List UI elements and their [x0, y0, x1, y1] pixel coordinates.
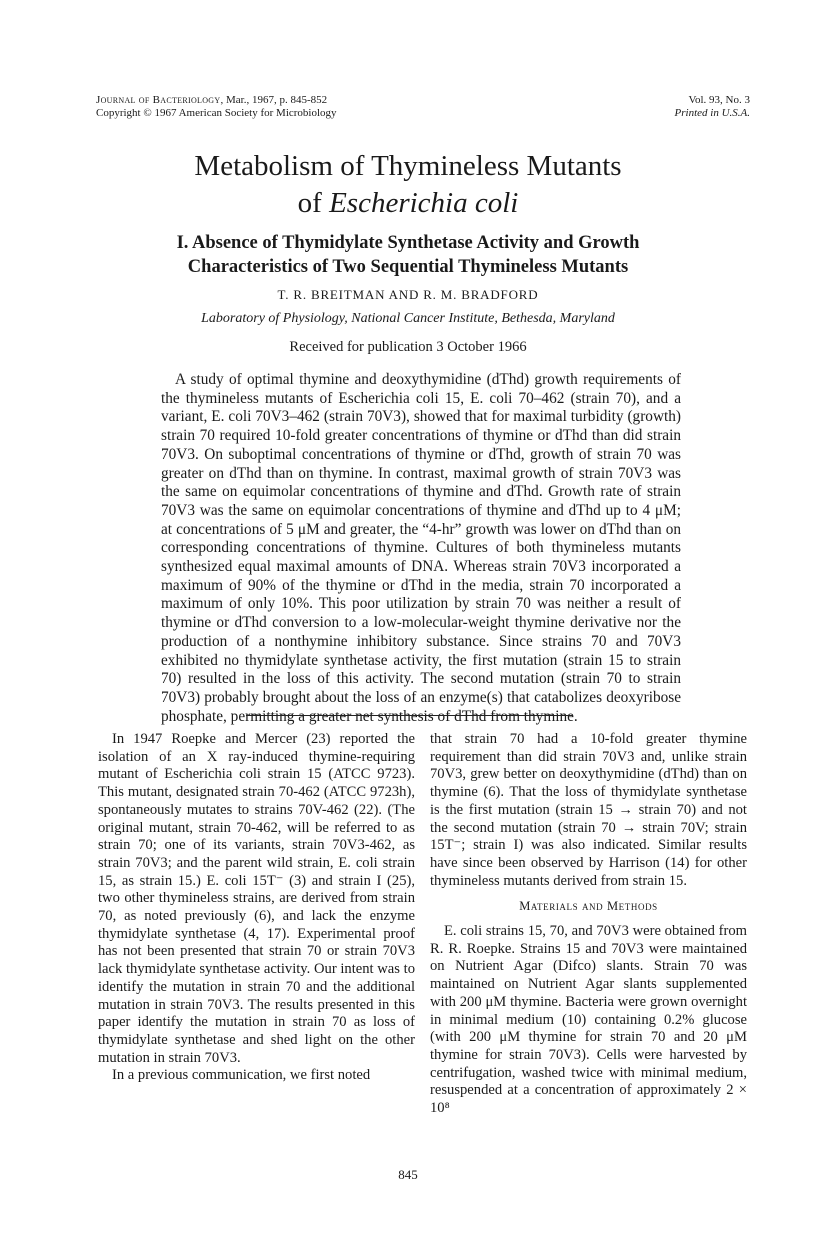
title-line-2-prefix: of	[297, 187, 330, 219]
affiliation: Laboratory of Physiology, National Cancer Institute, Bethesda, Maryland	[201, 311, 615, 326]
volume-line: Vol. 93, No. 3	[688, 94, 750, 106]
journal-citation: , Mar., 1967, p. 845-852	[220, 94, 328, 106]
article-subtitle	[0, 231, 816, 279]
subtitle-line-2: Characteristics of Two Sequential Thymineless Mutants	[187, 257, 629, 277]
intro-paragraph-2: In a previous communication, we first noted	[112, 1067, 371, 1084]
article-title	[0, 148, 816, 222]
right-column	[430, 731, 747, 1118]
subtitle-line-1: I. Absence of Thymidylate Synthetase Activity and Growth	[176, 233, 640, 253]
left-column	[98, 731, 415, 1085]
printed-line: Printed in U.S.A.	[674, 107, 750, 119]
page-number: 845	[398, 1167, 418, 1182]
received-date: Received for publication 3 October 1966	[289, 339, 527, 355]
intro-paragraph-continued: that strain 70 had a 10-fold greater thymine requirement than did strain 70V3 and, unlike strain 70V3, grew better on deoxythymidine (dThd) than on thymine (6). That the loss of thymidylate synthetase is the first mutation (strain 15 → strain 70) and not the second mutation (strain 70 → strain 70V; strain 15T⁻; strain I) was also indicated. Similar results have since been observed by Harrison (14) for other thymineless mutants derived from strain 15.	[430, 731, 747, 889]
journal-header	[96, 94, 337, 120]
title-line-1: Metabolism of Thymineless Mutants	[194, 150, 622, 182]
title-line-2-italic: Escherichia coli	[329, 187, 519, 219]
methods-paragraph-1: E. coli strains 15, 70, and 70V3 were obtained from R. R. Roepke. Strains 15 and 70V3 were maintained on Nutrient Agar (Difco) slants. Strain 70 was maintained on Nutrient Agar slants supplemented with 200 μM thymine. Bacteria were grown overnight in minimal medium (10) containing 0.2% glucose (with 200 μM thymine for strain 70 and 20 μM thymine for strain 70V3). Cells were harvested by centrifugation, washed twice with minimal medium, resuspended at a concentration of approximately 2 × 10⁸	[430, 923, 747, 1117]
abstract: A study of optimal thymine and deoxythymidine (dThd) growth requirements of the thymineless mutants of Escherichia coli 15, E. coli 70–462 (strain 70), and a variant, E. coli 70V3–462 (strain 70V3), showed that for maximal turbidity (growth) strain 70 required 10-fold greater concentrations of thymine or dThd than did strain 70V3. On suboptimal concentrations of thymine or dThd, growth of strain 70 was greater on dThd than on thymine. In contrast, maximal growth of strain 70V3 was the same on equimolar concentrations of thymine and dThd. Growth rate of strain 70V3 was the same on equimolar concentrations of thymine and dThd up to 4 μM; at concentrations of 5 μM and greater, the “4-hr” growth was lower on dThd than on corresponding concentrations of thymine. Cultures of both thymineless mutants synthesized equal maximal amounts of DNA. Whereas strain 70V3 incorporated a maximum of 90% of the thymine or dThd in the media, strain 70 incorporated a maximum of only 10%. This poor utilization by strain 70 was neither a result of thymine or dThd conversion to a low-molecular-weight thymine derivative nor the production of a nonthymine inhibitory substance. Since strains 70 and 70V3 exhibited no thymidylate synthetase activity, the first mutation (strain 15 to strain 70) resulted in the loss of this activity. The second mutation (strain 70 to strain 70V3) probably brought about the loss of an enzyme(s) that catabolizes deoxyribose phosphate, permitting a greater net synthesis of dThd from thymine.	[161, 371, 681, 725]
copyright-line: Copyright © 1967 American Society for Microbiology	[96, 107, 337, 119]
section-divider	[246, 715, 572, 716]
journal-name: Journal of Bacteriology	[96, 94, 221, 106]
intro-paragraph-1: In 1947 Roepke and Mercer (23) reported the isolation of an X ray-induced thymine-requiring mutant of Escherichia coli strain 15 (ATCC 9723). This mutant, designated strain 70-462 (ATCC 9723h), spontaneously mutates to strains 70V-462 (22). (The original mutant, strain 70-462, will be referred to as strain 70; one of its variants, strain 70V3-462, as strain 70V3; and the parent wild strain, E. coli strain 15, as strain 15.) E. coli 15T⁻ (3) and strain I (25), two other thymineless strains, are derived from strain 70, as noted previously (6), and lack the enzyme thymidylate synthetase (4, 17). Experimental proof has not been presented that strain 70 or strain 70V3 lack thymidylate synthetase activity. Our intent was to identify the mutation in strain 70 and the additional mutation in strain 70V3. The results presented in this paper identify the mutation in strain 70 as loss of thymidylate synthetase and shed light on the other mutation in strain 70V3.	[98, 731, 415, 1066]
authors: T. R. BREITMAN AND R. M. BRADFORD	[277, 287, 539, 302]
section-heading-methods: Materials and Methods	[519, 899, 658, 914]
volume-header	[675, 94, 750, 120]
